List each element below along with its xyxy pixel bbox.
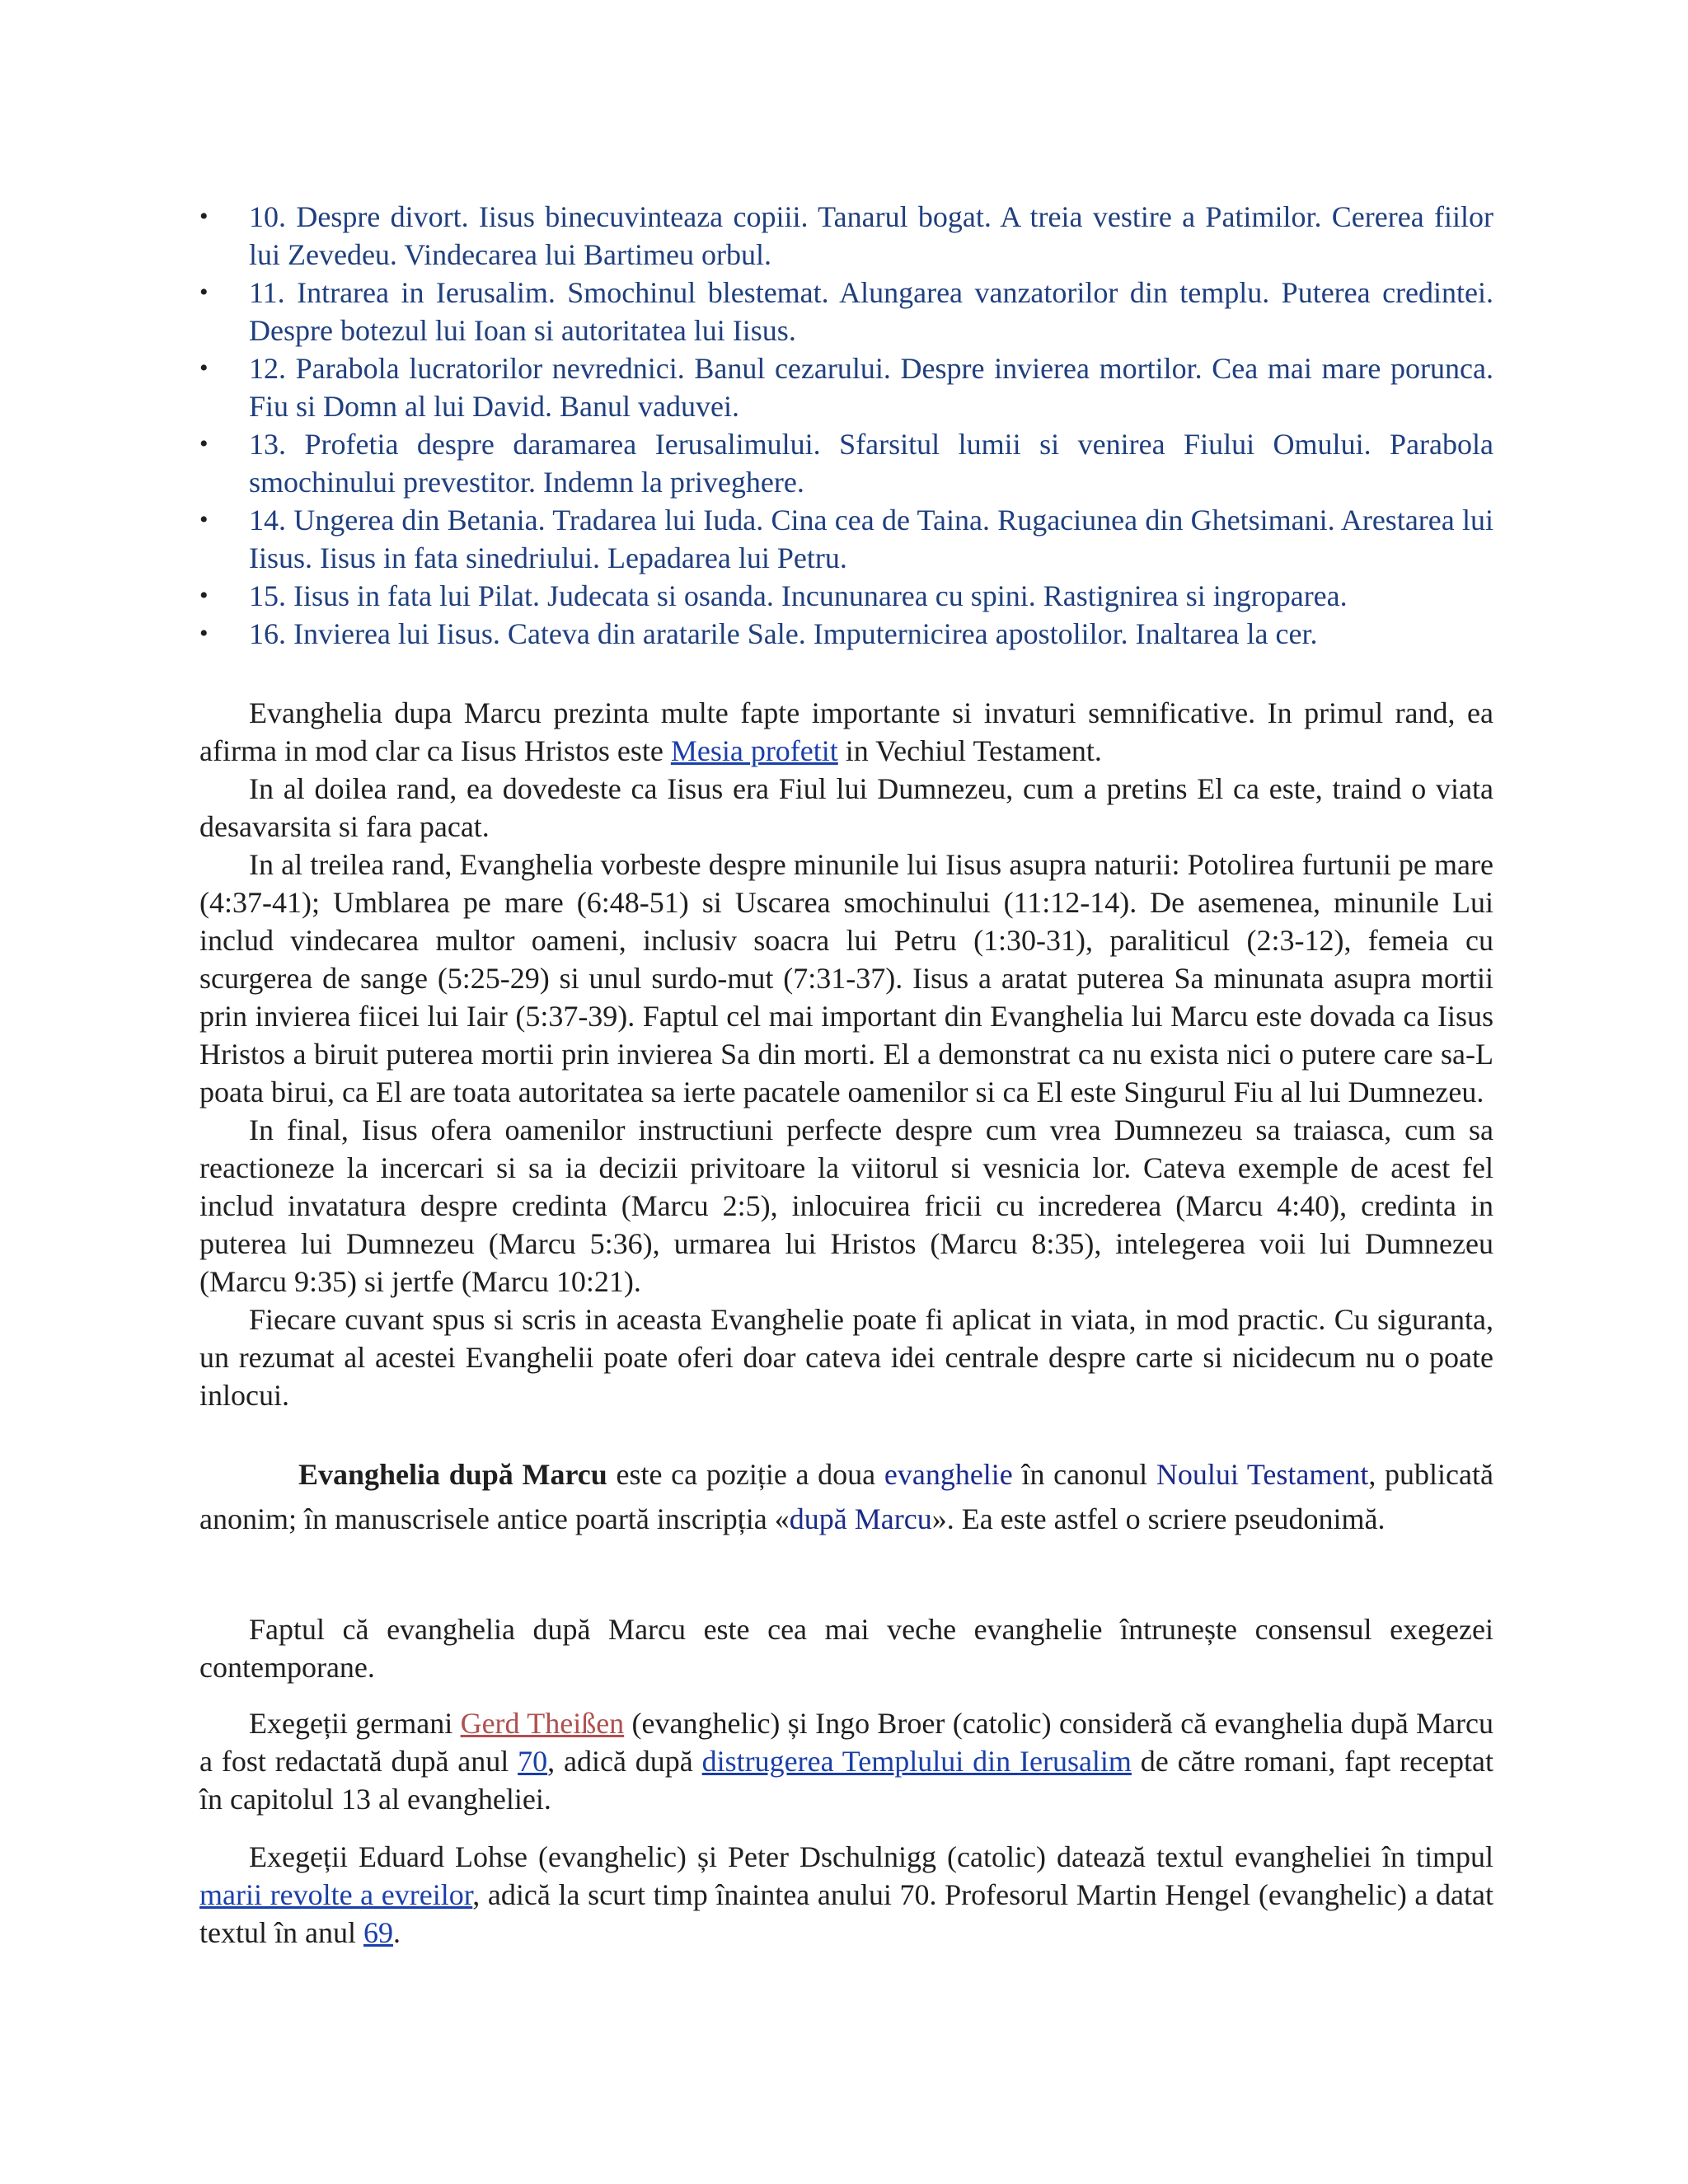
paragraph: In final, Iisus ofera oamenilor instructiuni perfecte despre cum vrea Dumnezeu sa traiasca, cum sa reactioneze la incercari si sa ia decizii privitoare la viitorul si vesnicia lor. Cateva exemple de acest fel includ invatatura despre credinta (Marcu 2:5), inlocuirea fricii cu increderea (Marcu 4:40), credinta in puterea lui Dumnezeu (Marcu 5:36), urmarea lui Hristos (Marcu 8:35), intelegerea voii lui Dumnezeu (Marcu 9:35) si jertfe (Marcu 10:21).	[199, 1113, 1493, 1298]
list-item-text: 11. Intrarea in Ierusalim. Smochinul blestemat. Alungarea vanzatorilor din templu. Puterea credintei. Despre botezul lui Ioan si autoritatea lui Iisus.	[249, 276, 1493, 347]
dupa-marcu-link[interactable]: după Marcu	[789, 1502, 932, 1535]
list-item-text: 14. Ungerea din Betania. Tradarea lui Iuda. Cina cea de Taina. Rugaciunea din Ghetsimani. Arestarea lui Iisus. Iisus in fata sinedriului. Lepadarea lui Petru.	[249, 504, 1493, 574]
dating-paragraph-1	[199, 1610, 1493, 1686]
paragraph-text: Evanghelia dupa Marcu prezinta multe fapte importante si invaturi semnificative. In primul rand, ea afirma in mod clar ca Iisus Hristos este	[199, 696, 1493, 767]
bullet-icon: •	[199, 620, 209, 647]
bullet-icon: •	[199, 279, 209, 306]
paragraph-text: ». Ea este astfel o scriere pseudonimă.	[931, 1502, 1386, 1535]
dating-paragraph-3	[199, 1838, 1493, 1952]
paragraph-text: Exegeții Eduard Lohse (evanghelic) și Peter Dschulnigg (catolic) datează textul evangheliei în timpul	[249, 1840, 1493, 1873]
list-item-text: 12. Parabola lucratorilor nevrednici. Banul cezarului. Despre invierea mortilor. Cea mai mare porunca. Fiu si Domn al lui David. Banul vaduvei.	[249, 352, 1493, 423]
paragraph-text: de către romani, fapt receptat în capitolul 13 al evangheliei.	[199, 1745, 1493, 1816]
paragraph-text: .	[392, 1916, 401, 1949]
evanghelie-link[interactable]: evanghelie	[884, 1458, 1013, 1491]
paragraph: In al doilea rand, ea dovedeste ca Iisus era Fiul lui Dumnezeu, cum a pretins El ca este, traind o viata desavarsita si fara pacat.	[199, 772, 1493, 843]
list-item-text: 15. Iisus in fata lui Pilat. Judecata si osanda. Incununarea cu spini. Rastignirea si ingroparea.	[249, 579, 1348, 612]
bullet-icon: •	[199, 354, 209, 382]
commentary-section	[199, 694, 1493, 1414]
paragraph: Faptul că evanghelia după Marcu este cea mai veche evanghelie întrunește consensul exegezei contemporane.	[199, 1613, 1493, 1684]
list-item	[199, 577, 1493, 615]
mesia-profetit-link[interactable]: Mesia profetit	[670, 734, 838, 767]
temple-destruction-link[interactable]: distrugerea Templului din Ierusalim	[701, 1745, 1132, 1778]
noului-testament-link[interactable]: Noului Testament	[1156, 1458, 1369, 1491]
bold-title: Evanghelia după Marcu	[298, 1458, 607, 1491]
paragraph-text: Exegeții germani	[249, 1707, 461, 1740]
paragraph-text: in Vechiul Testament.	[837, 734, 1102, 767]
paragraph	[199, 1838, 1493, 1952]
list-item	[199, 274, 1493, 349]
bullet-icon: •	[199, 430, 209, 457]
paragraph-text: (evanghelic) și Ingo Broer (catolic) consideră că evanghelia după Marcu a fost redactată după anul	[199, 1707, 1494, 1778]
list-item	[199, 425, 1493, 501]
list-item-text: 16. Invierea lui Iisus. Cateva din aratarile Sale. Imputernicirea apostolilor. Inaltarea la cer.	[249, 617, 1318, 650]
jewish-revolt-link[interactable]: marii revolte a evreilor	[199, 1878, 473, 1911]
paragraph-text: este ca poziție a doua	[607, 1458, 884, 1491]
bullet-icon: •	[199, 203, 209, 230]
bullet-icon: •	[199, 582, 209, 609]
year-69-link[interactable]: 69	[363, 1916, 393, 1949]
paragraph	[199, 1452, 1493, 1541]
list-item-text: 13. Profetia despre daramarea Ierusalimului. Sfarsitul lumii si venirea Fiului Omului. Parabola smochinului prevestitor. Indemn la priveghere.	[249, 428, 1493, 499]
paragraph	[199, 694, 1493, 770]
list-item	[199, 501, 1493, 577]
year-70-link[interactable]: 70	[518, 1745, 548, 1778]
paragraph-text: , publicată anonim; în manuscrisele antice poartă inscripția «	[199, 1458, 1493, 1535]
list-item	[199, 615, 1493, 653]
list-item	[199, 198, 1493, 274]
paragraph: In al treilea rand, Evanghelia vorbeste despre minunile lui Iisus asupra naturii: Potolirea furtunii pe mare (4:37-41); Umblarea pe mare (6:48-51) si Uscarea smochinului (11:12-14). De asemenea, minunile Lui includ vindecarea multor oameni, inclusiv soacra lui Petru (1:30-31), paraliticul (2:3-12), femeia cu scurgerea de sange (5:25-29) si unul surdo-mut (7:31-37). Iisus a aratat puterea Sa minunata asupra mortii prin invierea fiicei lui Iair (5:37-39). Faptul cel mai important din Evanghelia lui Marcu este dovada ca Iisus Hristos a biruit puterea mortii prin invierea Sa din morti. El a demonstrat ca nu exista nici o putere care sa-L poata birui, ca El are toata autoritatea sa ierte pacatele oamenilor si ca El este Singurul Fiu al lui Dumnezeu.	[199, 848, 1493, 1108]
list-item	[199, 349, 1493, 425]
gerd-theissen-link[interactable]: Gerd Theißen	[460, 1707, 625, 1740]
intro-section	[199, 1452, 1493, 1541]
paragraph-text: în canonul	[1012, 1458, 1156, 1491]
paragraph	[199, 1704, 1493, 1818]
dating-paragraph-2	[199, 1704, 1493, 1818]
chapter-outline-list	[199, 198, 1493, 653]
list-item-text: 10. Despre divort. Iisus binecuvinteaza copiii. Tanarul bogat. A treia vestire a Patimilor. Cererea fiilor lui Zevedeu. Vindecarea lui Bartimeu orbul.	[249, 200, 1493, 271]
paragraph-text: , adică după	[547, 1745, 702, 1778]
bullet-icon: •	[199, 506, 209, 533]
paragraph-text: , adică la scurt timp înaintea anului 70. Profesorul Martin Hengel (evanghelic) a datat textul în anul	[199, 1878, 1493, 1949]
paragraph: Fiecare cuvant spus si scris in aceasta Evanghelie poate fi aplicat in viata, in mod practic. Cu siguranta, un rezumat al acestei Evanghelii poate oferi doar cateva idei centrale despre carte si nicidecum nu o poate inlocui.	[199, 1303, 1493, 1412]
